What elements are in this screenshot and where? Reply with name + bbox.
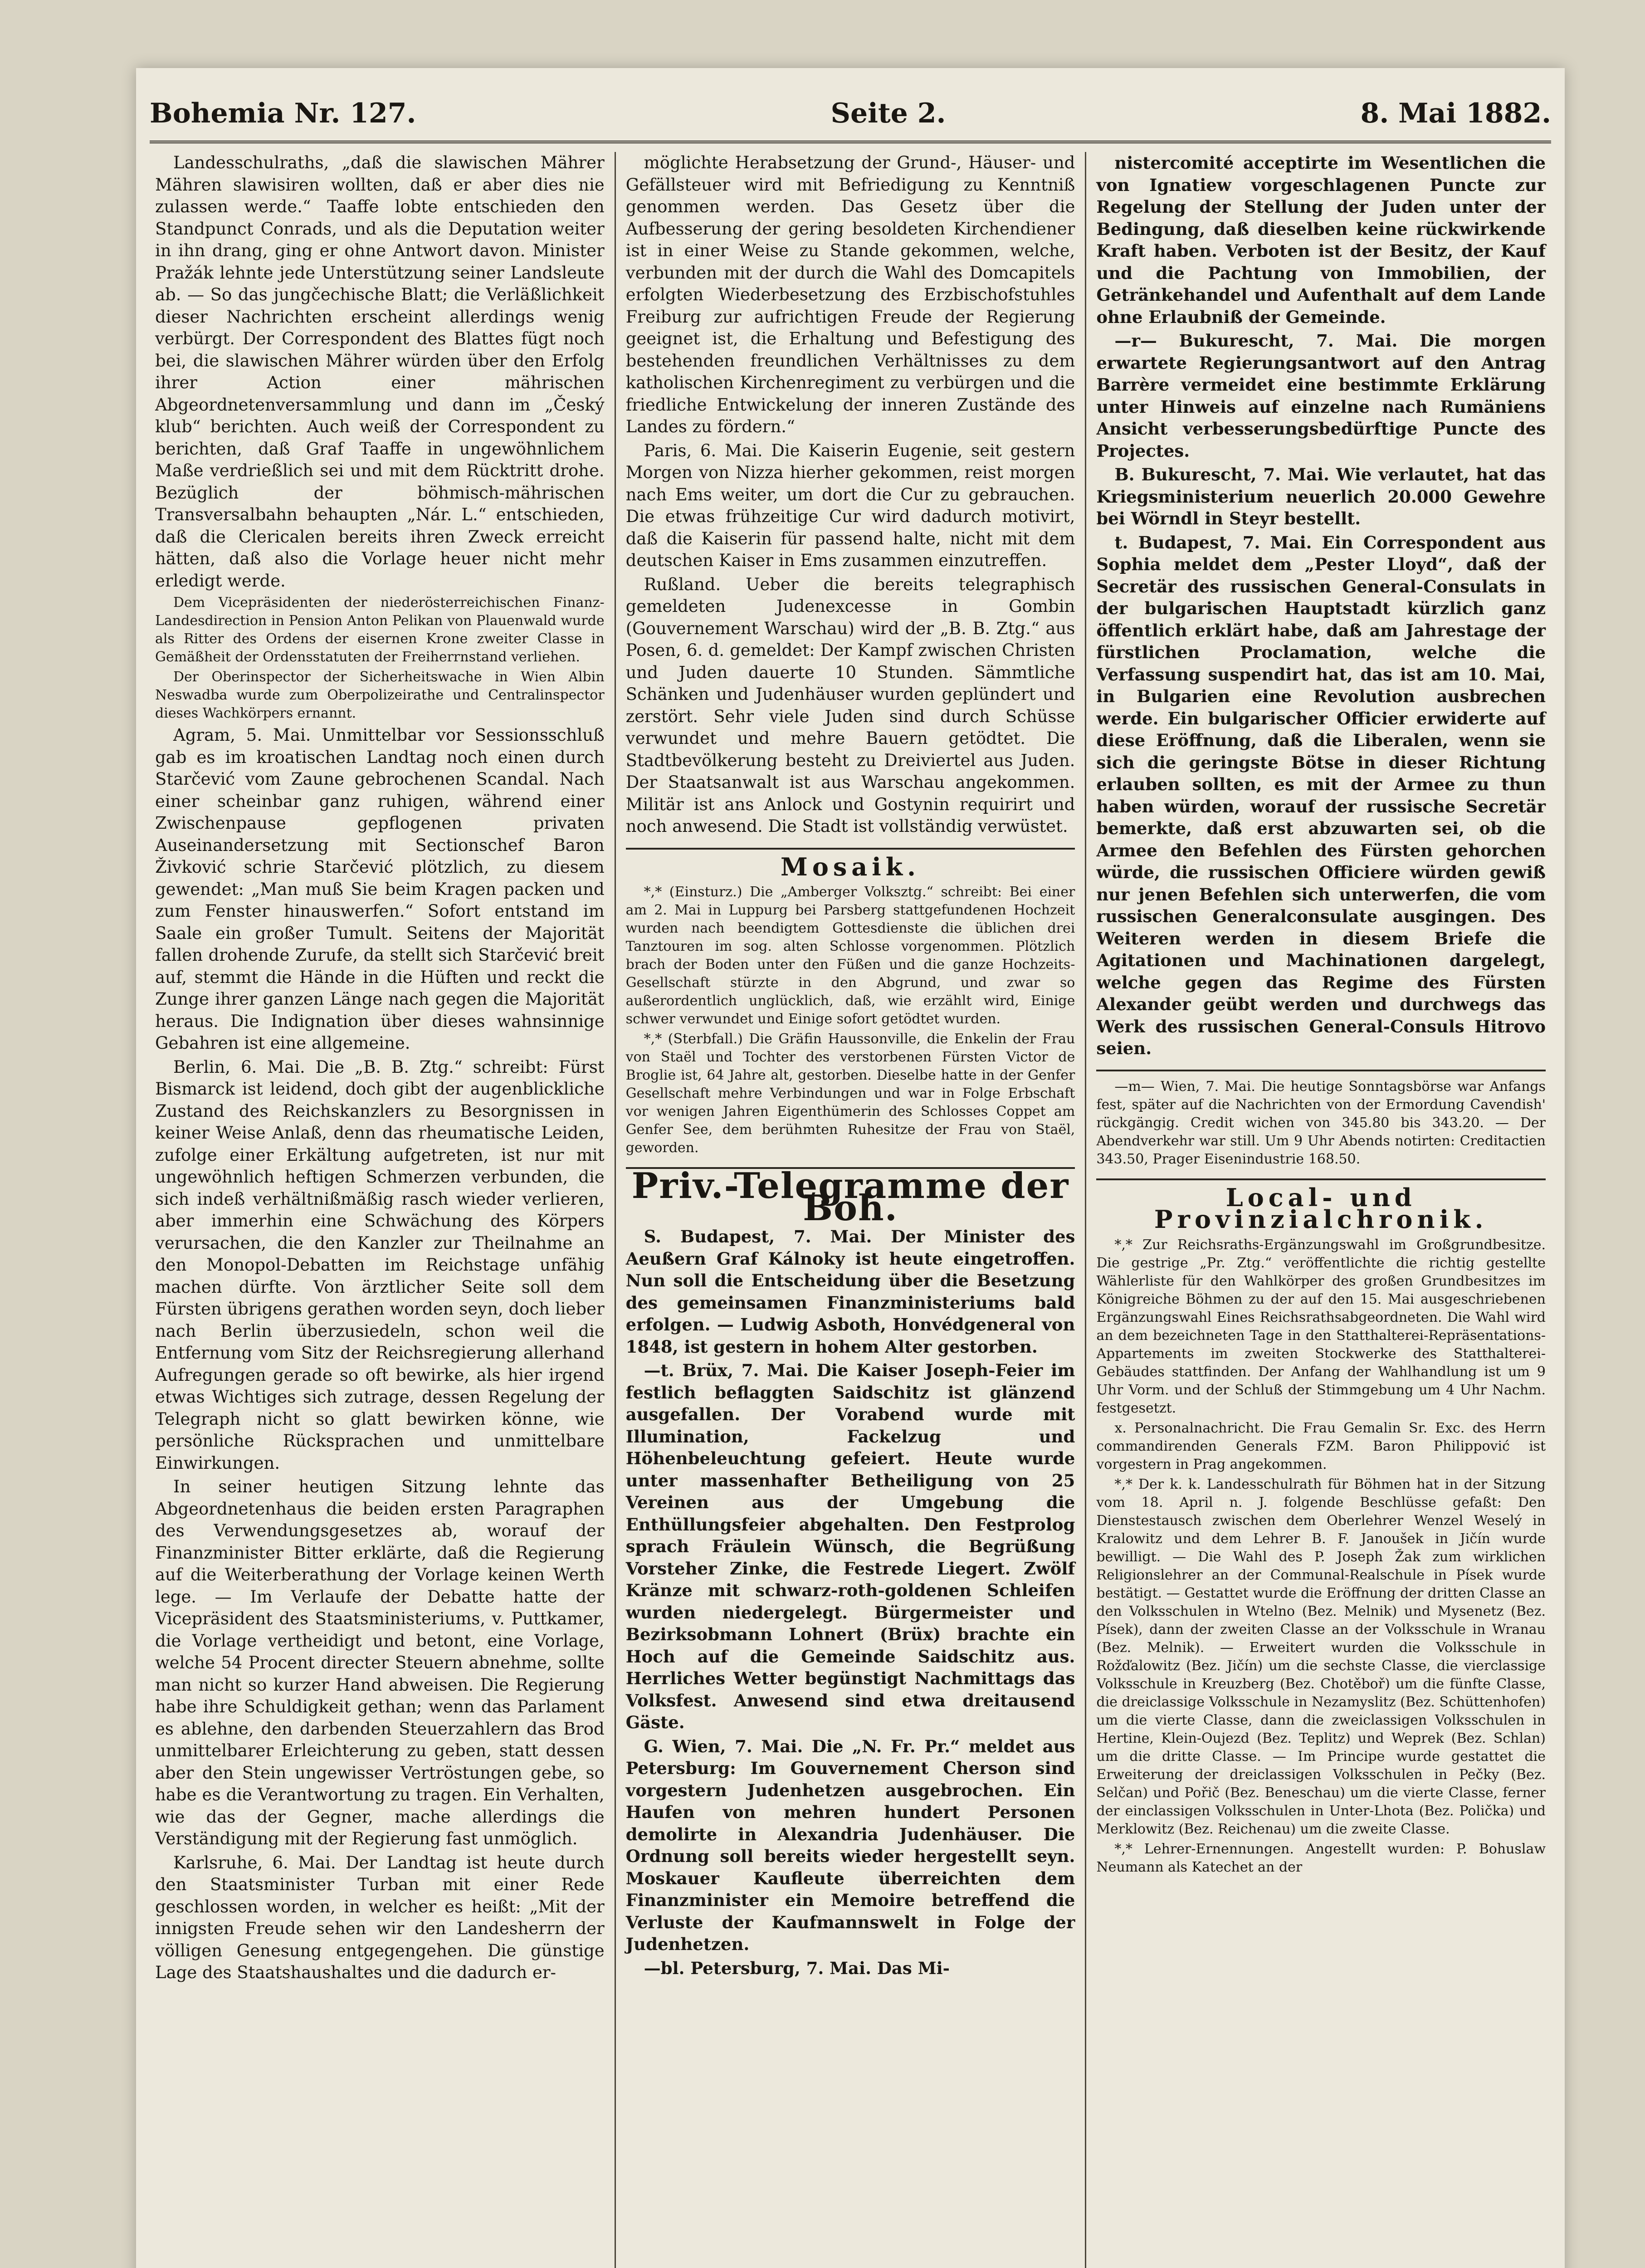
newspaper-page bbox=[136, 68, 1565, 2268]
telegram-bukurescht: —r— Bukurescht, 7. Mai. Die morgen erwartete Regierungsantwort auf den Antrag Barrère vermeidet eine bestimmte Erklärung unter Hinweis auf einzelne nach Rumäniens Ansicht verbesserungsbedürftige Puncte des Projectes. bbox=[1096, 331, 1546, 461]
section-divider bbox=[1096, 1070, 1546, 1071]
article-text: Landesschulraths, „daß die slawischen Mährer Mähren slawisiren wollten, daß er aber dies nie zulassen werde.“ Taaffe lobte entschieden den Standpunct Conrads, und als die Deputation weiter in ihn drang, ging er ohne Antwort davon. Minister Pražák lehnte jede Unterstützung seiner Landsleute ab. — So das jungčechische Blatt; die Verläßlichkeit dieser Nachrichten erscheint allerdings wenig verbürgt. Der Correspondent des Blattes fügt noch bei, die slawischen Mährer würden über den Erfolg ihrer Action einer mährischen Abgeordnetenversammlung und dann im „Český klub“ berichten. Auch weiß der Correspondent zu berichten, daß Graf Taaffe in ungewöhnlichem Maße verdrießlich sei und mit dem Rücktritt drohe. Bezüglich der böhmisch-mährischen Transversalbahn behaupten „Nár. L.“ entschieden, daß die Clericalen bereits ihren Zweck erreicht hätten, daß also die Vorlage heuer nicht mehr erledigt werde. bbox=[155, 153, 605, 591]
telegram-brux: —t. Brüx, 7. Mai. Die Kaiser Joseph-Feier im festlich beflaggten Saidschitz ist glänzend ausgefallen. Der Vorabend wurde mit Illumination, Fackelzug und Höhenbeleuchtung gefeiert. Heute wurde unter massenhafter Betheiligung von 25 Vereinen aus der Umgebung die Enthüllungsfeier abgehalten. Den Festprolog sprach Fräulein Wünsch, die Begrüßung Vorsteher Zinke, die Festrede Liegert. Zwölf Kränze mit schwarz-roth-goldenen Schleifen wurden niedergelegt. Bürgermeister und Bezirksobmann Lohnert (Brüx) brachte ein Hoch auf die Gemeinde Saidschitz aus. Herrliches Wetter begünstigt Nachmittags das Volksfest. Anwesend sind etwa dreitausend Gäste. bbox=[625, 1360, 1075, 1732]
column-1 bbox=[145, 152, 616, 2268]
header-page-number: Seite 2. bbox=[830, 98, 946, 129]
article-sterbfall: *,* (Sterbfall.) Die Gräfin Haussonville, die Enkelin der Frau von Staël und Tochter des verstorbenen Fürsten Victor de Broglie ist, 64 Jahre alt, gestorben. Dieselbe hatte in der Genfer Gesellschaft mehre Verbindungen und war in Folge Erbschaft vor wenigen Jahren Eigenthümerin des Schlosses Coppet am Genfer See, dem berühmten Ruhesitze der Frau von Staël, geworden. bbox=[625, 1031, 1075, 1156]
column-2 bbox=[616, 152, 1087, 2268]
section-divider bbox=[626, 848, 1075, 850]
section-heading-mosaik: Mosaik. bbox=[781, 852, 920, 881]
article-landesschulrath: *,* Der k. k. Landesschulrath für Böhmen hat in der Sitzung vom 18. April n. J. folgende Beschlüsse gefaßt: Den Dienstestausch zwischen dem Oberlehrer Wenzel Weselý in Kralowitz und dem Lehrer B. F. Janoušek in Jičín wurde bewilligt. — Die Wahl des P. Joseph Žak zum wirklichen Religionslehrer an der Communal-Realschule in Písek wurde bestätigt. — Gestattet wurde die Eröffnung der dritten Classe an den Volksschulen in Wtelno (Bez. Melnik) und Mysenetz (Bez. Písek), dann der zweiten Classe an der Volksschule in Wranau (Bez. Melnik). — Erweitert wurden die Volksschule in Rožďalowitz (Bez. Jičín) um die sechste Classe, die vierclassige Volksschule in Kreuzberg (Bez. Chotěboř) um die fünfte Classe, die dreiclassige Volksschule in Nezamyslitz (Bez. Schüttenhofen) um die vierte Classe, dann die zweiclassigen Volksschulen in Hertine, Klein-Oujezd (Bez. Teplitz) und Weprek (Bez. Schlan) um die dritte Classe. — Im Principe wurde gestattet die Erweiterung der dreiclassigen Volksschulen in Pečky (Bez. Selčan) und Pořič (Bez. Beneschau) um die vierte Classe, ferner der einclassigen Volksschulen in Unter-Lhota (Bez. Polička) und Merklowitz (Bez. Reichenau) um die zweite Classe. bbox=[1096, 1476, 1546, 1837]
column-3 bbox=[1086, 152, 1556, 2268]
article-reichsrathswahl: *,* Zur Reichsraths-Ergänzungswahl im Großgrundbesitze. Die gestrige „Pr. Ztg.“ veröffentlichte die richtig gestellte Wählerliste für den Wahlkörper des großen Grundbesitzes im Königreiche Böhmen zu der auf den 15. Mai ausgeschriebenen Ergänzungswahl Eines Reichsrathsabgeordneten. Die Wahl wird an dem bezeichneten Tage in den Statthalterei-Repräsentations-Appartements im zweiten Stockwerke des Statthalterei-Gebäudes stattfinden. Der Anfang der Wahlhandlung ist um 9 Uhr Vorm. und der Schluß der Stimmgebung um 4 Uhr Nachm. festgesetzt. bbox=[1096, 1237, 1546, 1416]
header-title: Bohemia Nr. 127. bbox=[150, 98, 416, 129]
article-paris: Paris, 6. Mai. Die Kaiserin Eugenie, seit gestern Morgen von Nizza hierher gekommen, reist morgen nach Ems weiter, um dort die Cur zu gebrauchen. Die etwas frühzeitige Cur wird dadurch motivirt, daß die Kaiserin für passend halte, nicht mit dem deutschen Kaiser in Ems zusammen einzutreffen. bbox=[625, 440, 1075, 570]
telegram-continued: nistercomité acceptirte im Wesentlichen die von Ignatiew vorgeschlagenen Puncte zur Regelung der Stellung der Juden unter der Bedingung, daß dieselben keine rückwirkende Kraft haben. Verboten ist der Besitz, der Kauf und die Pachtung von Immobilien, der Getränkehandel und Aufenthalt auf dem Lande ohne Erlaubniß der Gemeinde. bbox=[1096, 153, 1546, 327]
article-personal: x. Personalnachricht. Die Frau Gemalin Sr. Exc. des Herrn commandirenden Generals FZM. Baron Philippović ist vorgestern in Prag angekommen. bbox=[1096, 1420, 1546, 1472]
telegram-budapest-2: t. Budapest, 7. Mai. Ein Correspondent aus Sophia meldet dem „Pester Lloyd“, daß der Secretär des russischen General-Consulats in der bulgarischen Hauptstadt kürzlich ganz öffentlich erklärt habe, daß am Jahrestage der fürstlichen Proclamation, welche die Verfassung suspendirt hat, das ist am 10. Mai, in Bulgarien eine Revolution ausbrechen werde. Ein bulgarischer Officier erwiderte auf diese Eröffnung, daß die Liberalen, wenn sie sich die geringste Bötse in dieser Richtung erlauben sollten, es mit der Armee zu thun haben würden, worauf der russische Secretär bemerkte, daß erst abzuwarten sei, ob die Armee den Befehlen des Fürsten gehorchen würde, die russischen Officiere würden gewiß nur jenen Befehlen sich unterwerfen, die vom russischen Generalconsulate ausgingen. Des Weiteren werden in diesem Briefe die Agitationen und Machinationen dargelegt, welche gegen das Regime des Fürsten Alexander geübt werden und durchwegs das Werk des russischen General-Consuls Hitrovo seien. bbox=[1096, 532, 1546, 1058]
market-report: —m— Wien, 7. Mai. Die heutige Sonntagsbörse war Anfangs fest, später auf die Nachrichten von der Ermordung Cavendish' rückgängig. Credit wichen von 345.80 bis 343.20. — Der Abendverkehr war still. Um 9 Uhr Abends notirten: Creditactien 343.50, Prager Eisenindustrie 168.50. bbox=[1096, 1078, 1546, 1167]
section-divider bbox=[1096, 1178, 1546, 1180]
article-einsturz: *,* (Einsturz.) Die „Amberger Volksztg.“ schreibt: Bei einer am 2. Mai in Luppurg bei Parsberg stattgefundenen Hochzeit wurden nach beendigtem Gottesdienste die üblichen drei Tanztouren im sog. alten Schlosse vorgenommen. Plötzlich brach der Boden unter den Füßen und die ganze Hochzeits-Gesellschaft stürzte in den Abgrund, und zwar so außerordentlich unglücklich, daß, wie erzählt wird, Einige schwer verwundet und Einige sofort getödtet wurden. bbox=[625, 884, 1075, 1027]
article-text: In seiner heutigen Sitzung lehnte das Abgeordnetenhaus die beiden ersten Paragraphen des Verwendungsgesetzes ab, worauf der Finanzminister Bitter erklärte, daß die Regierung auf die Weiterberathung der Vorlage keinen Werth lege. — Im Verlaufe der Debatte hatte der Vicepräsident des Staatsministeriums, v. Puttkamer, die Vorlage vertheidigt und betont, eine Vorlage, welche 54 Procent directer Steuern abnehme, sollte man nicht so kurzer Hand abweisen. Die Regierung habe ihre Schuldigkeit gethan; wenn das Parlament es ablehne, den darbenden Steuerzahlern das Brod unmittelbarer Erleichterung zu geben, statt dessen aber den Stein ungewisser Vertröstungen gebe, so habe es die Verantwortung zu tragen. Ein Verhalten, wie das der Gegner, mache allerdings die Verständigung mit der Regierung fast unmöglich. bbox=[155, 1477, 605, 1848]
telegram-budapest: S. Budapest, 7. Mai. Der Minister des Aeußern Graf Kálnoky ist heute eingetroffen. Nun soll die Entscheidung über die Besetzung des gemeinsamen Finanzministeriums bald erfolgen. — Ludwig Asboth, Honvédgeneral von 1848, ist gestern in hohem Alter gestorben. bbox=[625, 1227, 1075, 1357]
article-lehrer: *,* Lehrer-Ernennungen. Angestellt wurden: P. Bohuslaw Neumann als Katechet an der bbox=[1096, 1841, 1546, 1875]
article-text: möglichte Herabsetzung der Grund-, Häuser- und Gefällsteuer wird mit Befriedigung zu Kenntniß genommen werden. Das Gesetz über die Aufbesserung der gering besoldeten Kirchendiener ist in einer Weise zu Stande gekommen, welche, verbunden mit der durch die Wahl des Domcapitels erfolgten Wiederbesetzung des Erzbischofstuhles Freiburg zur aufrichtigen Freude der Regierung geeignet ist, die Erhaltung und Befestigung des bestehenden freundlichen Verhältnisses zu dem katholischen Kirchenregiment zu verbürgen und die friedliche Entwickelung der inneren Zustände des Landes zu fördern.“ bbox=[625, 153, 1075, 436]
telegram-petersburg: —bl. Petersburg, 7. Mai. Das Mi- bbox=[644, 1958, 950, 1978]
telegram-wien: G. Wien, 7. Mai. Die „N. Fr. Pr.“ meldet aus Petersburg: Im Gouvernement Cherson sind vorgestern Judenhetzen ausgebrochen. Ein Haufen von mehren hundert Personen demolirte in Alexandria Judenhäuser. Die Ordnung soll bereits wieder hergestellt seyn. Moskauer Kaufleute überreichten dem Finanzminister ein Memoire betreffend die Verluste der Kaufmannswelt in Folge der Judenhetzen. bbox=[625, 1736, 1075, 1954]
section-heading-telegramme: Priv.-Telegramme der Boh. bbox=[631, 1165, 1069, 1229]
article-agram: Agram, 5. Mai. Unmittelbar vor Sessionsschluß gab es im kroatischen Landtag noch einen durch Starčević vom Zaune gebrochenen Scandal. Nach einer scheinbar ganz ruhigen, während einer Zwischenpause gepflogenen privaten Auseinandersetzung mit Sectionschef Baron Živković schrie Starčević plötzlich, zu diesem gewendet: „Man muß Sie beim Kragen packen und zum Fenster hinauswerfen.“ Sofort entstand im Saale ein großer Tumult. Seitens der Majorität fallen drohende Zurufe, da stellt sich Starčević breit auf, stemmt die Hände in die Hüften und reckt die Zunge ihrer ganzen Länge nach gegen die Majorität heraus. Die Indignation über dieses wahnsinnige Gebahren ist eine allgemeine. bbox=[155, 725, 605, 1053]
article-berlin: Berlin, 6. Mai. Die „B. B. Ztg.“ schreibt: Fürst Bismarck ist leidend, doch gibt der augenblickliche Zustand des Reichskanzlers zu Besorgnissen in keiner Weise Anlaß, denn das rheumatische Leiden, zufolge einer Erkältung aufgetreten, ist nur mit ungewöhnlich heftigen Schmerzen verbunden, die sich indeß verhältnißmäßig rasch wieder verlieren, aber immerhin eine Schwächung des Körpers verursachen, die den Kanzler zur Theilnahme an den Monopol-Debatten im Reichstage unfähig machen dürfte. Von ärztlicher Seite soll dem Fürsten übrigens gerathen worden seyn, doch lieber nach Berlin überzusiedeln, schon weil die Entfernung vom Sitz der Reichsregierung allerhand Aufregungen gerade so oft bewirke, als hier irgend etwas Wichtiges sich zutrage, dessen Regelung der Telegraph nicht so glatt bewirken könne, wie persönliche Rücksprachen und unmittelbare Einwirkungen. bbox=[155, 1057, 605, 1473]
page-header bbox=[150, 86, 1551, 143]
section-heading-local: Local- und Provinzialchronik. bbox=[1154, 1183, 1488, 1234]
article-russland: Rußland. Ueber die bereits telegraphisch gemeldeten Judenexcesse in Gombin (Gouvernement Warschau) wird der „B. B. Ztg.“ aus Posen, 6. d. gemeldet: Der Kampf zwischen Christen und Juden dauerte 10 Stunden. Sämmtliche Schänken und Judenhäuser wurden geplündert und zerstört. Sehr viele Juden sind durch Schüsse verwundet und mehre Bauern getödtet. Die Stadtbevölkerung besteht zu Dreiviertel aus Juden. Der Staatsanwalt ist aus Warschau angekommen. Militär ist ans Anlock und Gostynin requirirt und noch anwesend. Die Stadt ist vollständig verwüstet. bbox=[625, 574, 1075, 836]
notice-text: Der Oberinspector der Sicherheitswache in Wien Albin Neswadba wurde zum Oberpolizeirathe und Centralinspector dieses Wachkörpers ernannt. bbox=[155, 669, 605, 721]
columns bbox=[145, 152, 1556, 2268]
header-date: 8. Mai 1882. bbox=[1360, 98, 1551, 129]
notice-text: Dem Vicepräsidenten der niederösterreichischen Finanz-Landesdirection in Pension Anton Pelikan von Plauenwald wurde als Ritter des Ordens der eisernen Krone zweiter Classe in Gemäßheit der Ordensstatuten der Freiherrnstand verliehen. bbox=[155, 595, 605, 665]
article-karlsruhe: Karlsruhe, 6. Mai. Der Landtag ist heute durch den Staatsminister Turban mit einer Rede geschlossen worden, in welcher es heißt: „Mit der innigsten Freude sehen wir den Landesherrn der völligen Genesung entgegengehen. Die günstige Lage des Staatshaushaltes und die dadurch er- bbox=[155, 1853, 605, 1982]
telegram-bukurescht-2: B. Bukurescht, 7. Mai. Wie verlautet, hat das Kriegsministerium neuerlich 20.000 Gewehre bei Wörndl in Steyr bestellt. bbox=[1096, 464, 1546, 528]
